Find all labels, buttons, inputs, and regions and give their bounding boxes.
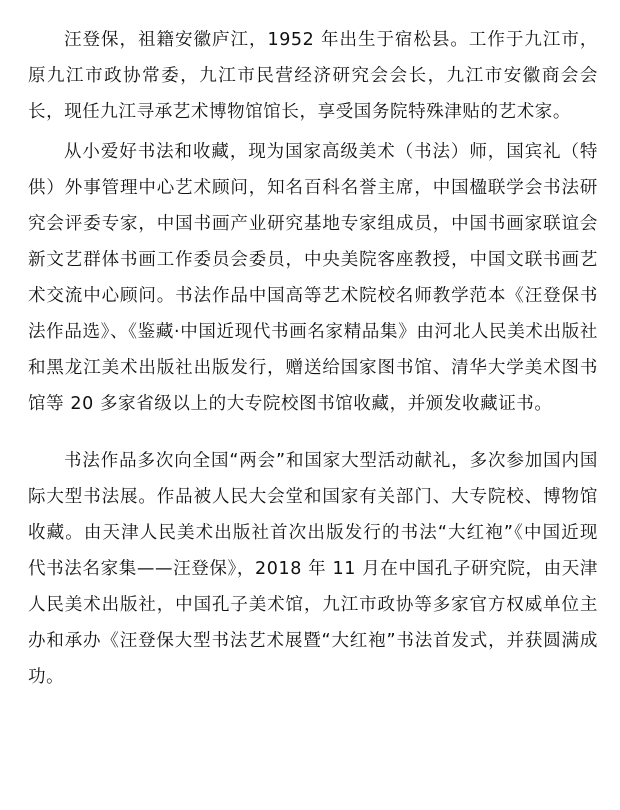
paragraph-exhibitions: 书法作品多次向全国“两会”和国家大型活动献礼，多次参加国内国际大型书法展。作品被人民大会堂和国家有关部门、大专院校、博物馆收藏。由天津人民美术出版社首次出版发行的书法“大红袍”《中国近现代书法名家集——汪登保》，2018 年 11 月在中国孔子研究院，由天津人民美术出版社，中国孔子美术馆，九江市政协等多家官方权威单位主办和承办《汪登保大型书法艺术展暨“大红袍”书法首发式，并获圆满成功。 (28, 451, 598, 687)
paragraph-titles-and-publications: 从小爱好书法和收藏，现为国家高级美术（书法）师，国宾礼（特供）外事管理中心艺术顾问，知名百科名誉主席，中国楹联学会书法研究会评委专家，中国书画产业研究基地专家组成员，中国书画家联谊会新文艺群体书画工作委员会委员，中央美院客座教授，中国文联书画艺术交流中心顾问。书法作品中国高等艺术院校名师教学范本《汪登保书法作品选》、《鉴藏·中国近现代书画名家精品集》由河北人民美术出版社和黑龙江美术出版社出版发行，赠送给国家图书馆、清华大学美术图书馆等 20 多家省级以上的大专院校图书馆收藏，并颁发收藏证书。 (28, 142, 598, 414)
paragraph-biography: 汪登保，祖籍安徽庐江，1952 年出生于宿松县。工作于九江市，原九江市政协常委，九江市民营经济研究会会长，九江市安徽商会会长，现任九江寻承艺术博物馆馆长，享受国务院特殊津贴的艺术家。 (28, 30, 598, 122)
